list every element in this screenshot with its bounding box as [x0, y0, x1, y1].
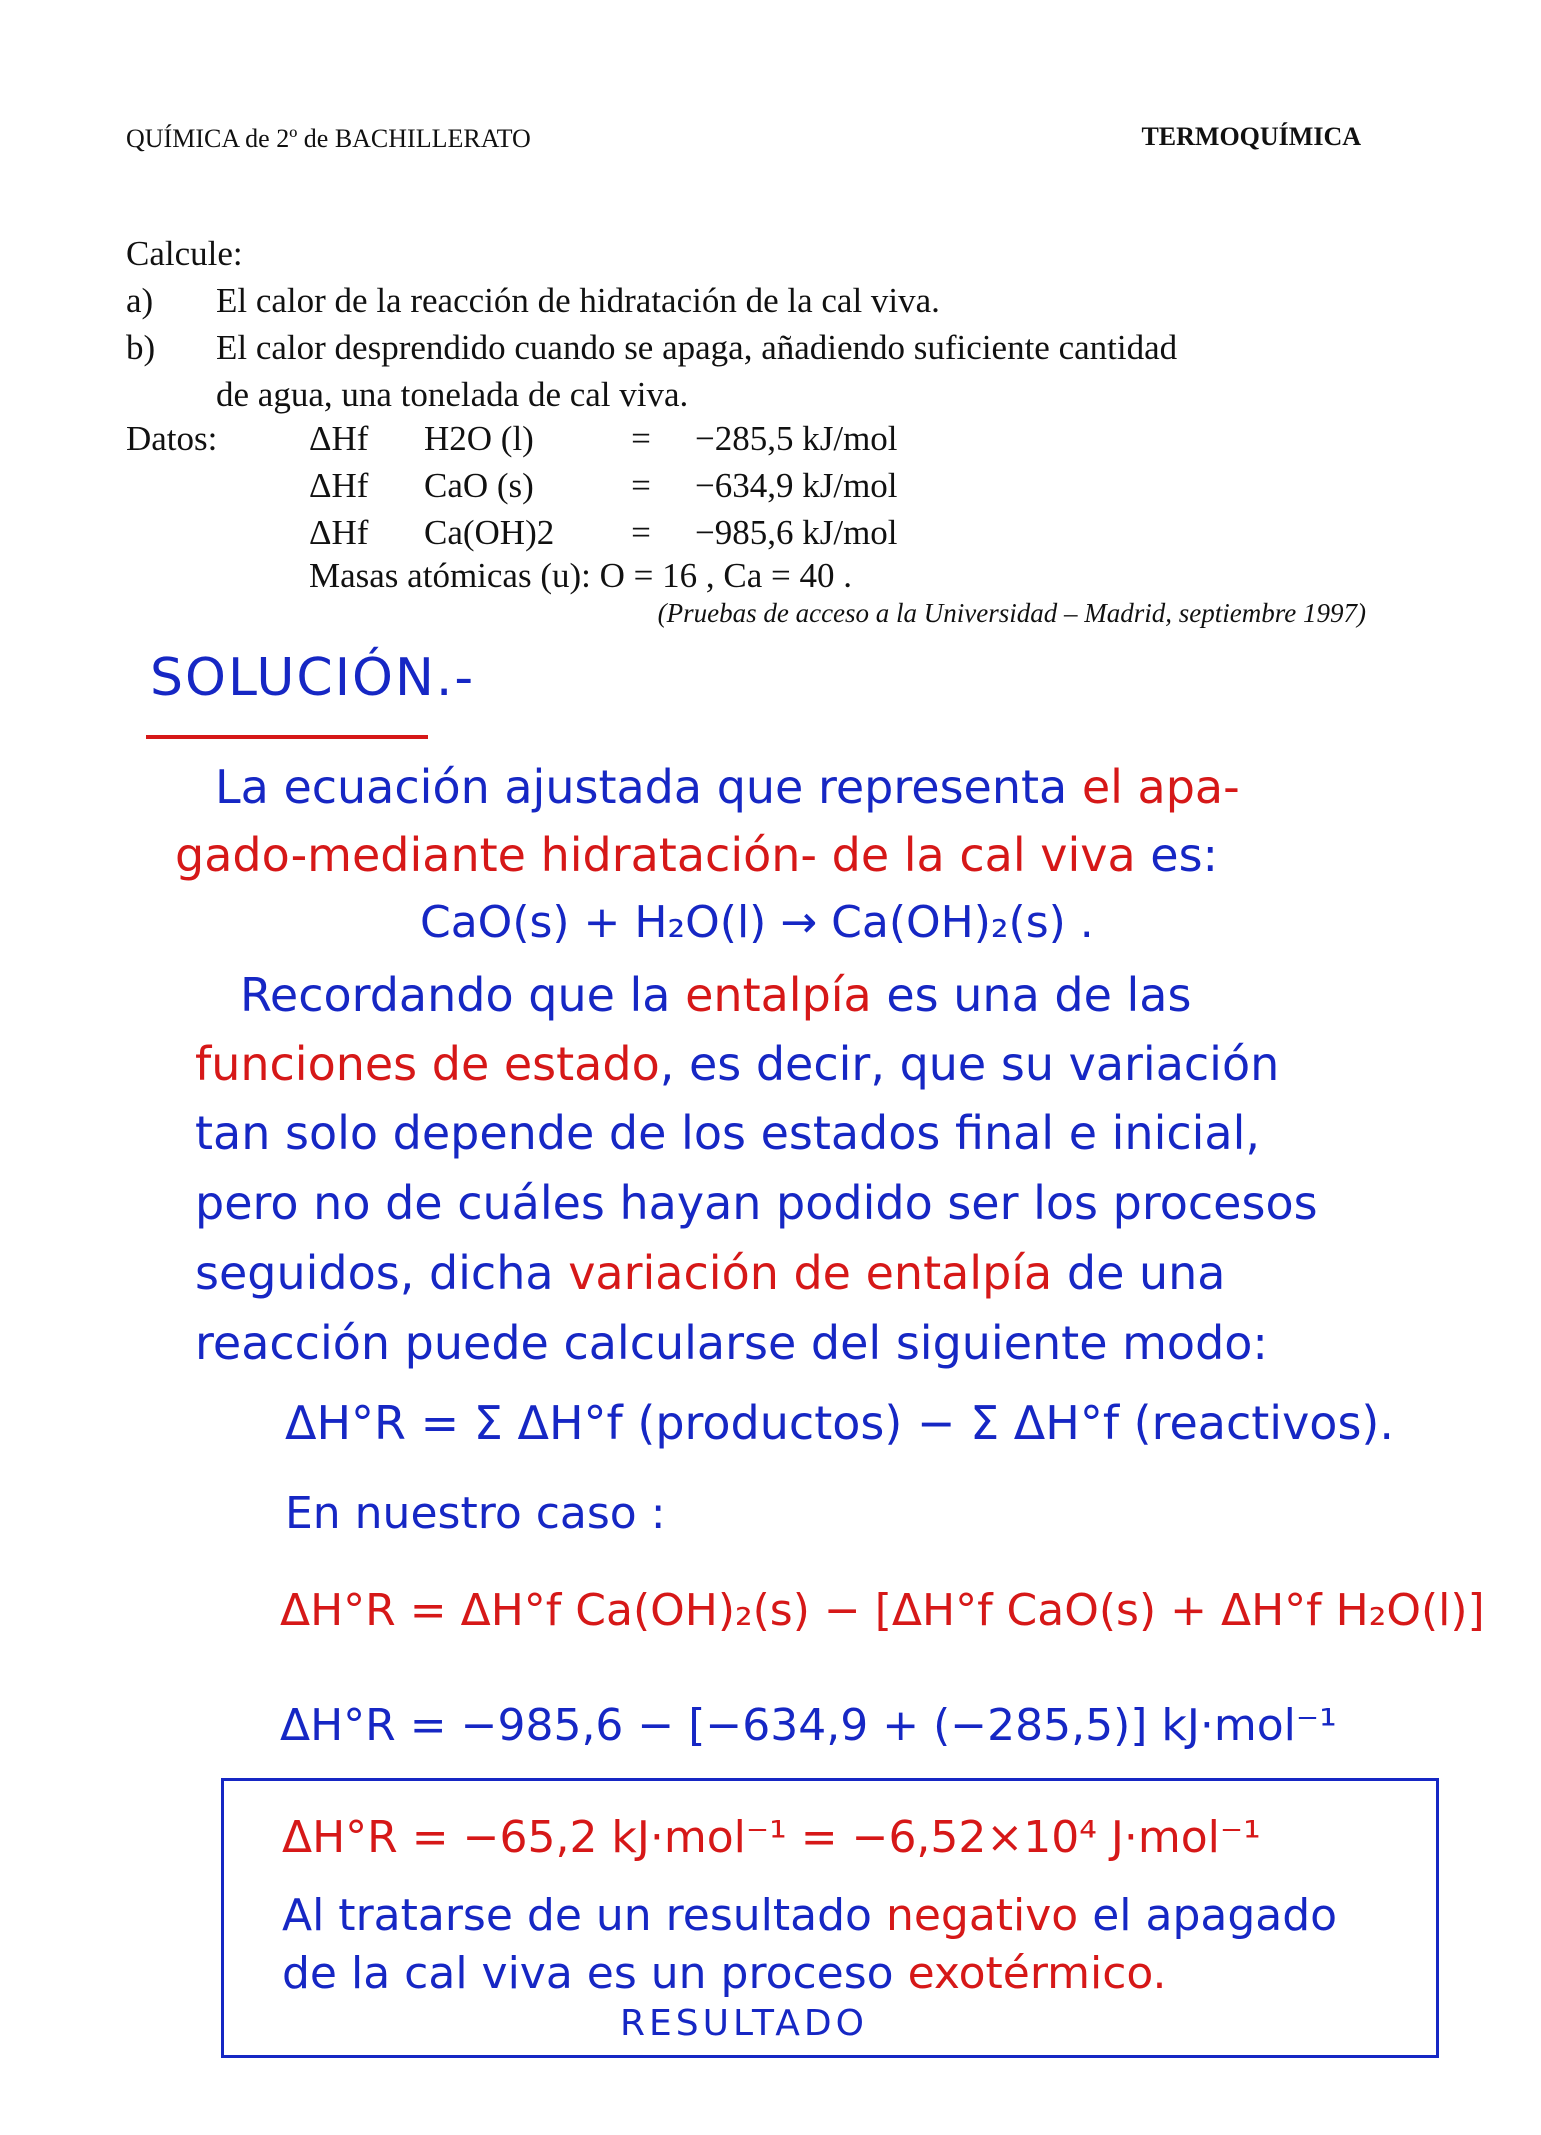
data-value: −634,9 kJ/mol [695, 466, 898, 505]
item-marker: b) [126, 328, 156, 367]
conclusion-line: Al tratarse de un resultado negativo el apagado [282, 1890, 1338, 1941]
handwritten-line: pero no de cuáles hayan podido ser los procesos [195, 1176, 1318, 1230]
data-value: −285,5 kJ/mol [695, 419, 898, 458]
solution-title: SOLUCIÓN.- [150, 648, 476, 708]
data-table [126, 415, 975, 556]
data-species: H2O (l) [424, 419, 534, 458]
data-symbol: ΔHf [309, 419, 369, 458]
case-heading: En nuestro caso : [285, 1488, 666, 1539]
problem-statement [126, 230, 1396, 418]
problem-intro: Calcule: [126, 234, 243, 273]
handwritten-line: funciones de estado, es decir, que su variación [195, 1037, 1280, 1091]
data-symbol: ΔHf [309, 513, 369, 552]
data-equals: = [631, 466, 651, 505]
data-row [126, 462, 975, 509]
header-topic: TERMOQUÍMICA [1141, 122, 1361, 151]
source-citation: (Pruebas de acceso a la Universidad – Madrid, septiembre 1997) [657, 598, 1366, 628]
handwritten-line: tan solo depende de los estados final e inicial, [195, 1106, 1261, 1160]
handwritten-line: reacción puede calcularse del siguiente modo: [195, 1316, 1268, 1370]
item-text: El calor desprendido cuando se apaga, añadiendo suficiente cantidad [216, 328, 1178, 367]
data-row [126, 415, 975, 462]
problem-item [126, 277, 1396, 324]
enthalpy-substitution: ΔH°R = −985,6 − [−634,9 + (−285,5)] kJ·mol⁻¹ [280, 1700, 1337, 1751]
reaction-equation: CaO(s) + H₂O(l) → Ca(OH)₂(s) . [420, 897, 1094, 948]
hess-formula: ΔH°R = Σ ΔH°f (productos) − Σ ΔH°f (reactivos). [285, 1396, 1394, 1450]
item-text: de agua, una tonelada de cal viva. [216, 375, 689, 414]
problem-item [126, 324, 1396, 371]
data-symbol: ΔHf [309, 466, 369, 505]
title-underline [146, 735, 428, 739]
enthalpy-equation: ΔH°R = ΔH°f Ca(OH)₂(s) − [ΔH°f CaO(s) + ΔH°f H₂O(l)] [280, 1585, 1485, 1636]
data-equals: = [631, 419, 651, 458]
conclusion-line: de la cal viva es un proceso exotérmico. [282, 1948, 1167, 1999]
data-value: −985,6 kJ/mol [695, 513, 898, 552]
result-label: RESULTADO [620, 2003, 868, 2044]
handwritten-line: seguidos, dicha variación de entalpía de una [195, 1246, 1226, 1300]
data-equals: = [631, 513, 651, 552]
data-row [126, 509, 975, 556]
data-species: CaO (s) [424, 466, 534, 505]
handwritten-line: gado-mediante hidratación- de la cal viva es: [175, 828, 1219, 882]
item-text: El calor de la reacción de hidratación de la cal viva. [216, 281, 940, 320]
result-value: ΔH°R = −65,2 kJ·mol⁻¹ = −6,52×10⁴ J·mol⁻¹ [282, 1812, 1261, 1863]
datos-label: Datos: [126, 419, 218, 458]
item-marker [126, 371, 216, 418]
item-marker: a) [126, 281, 154, 320]
atomic-masses: Masas atómicas (u): O = 16 , Ca = 40 . [309, 556, 852, 595]
handwritten-line: La ecuación ajustada que representa el apa- [215, 760, 1240, 814]
problem-item [126, 371, 1396, 418]
data-species: Ca(OH)2 [424, 513, 555, 552]
handwritten-line: Recordando que la entalpía es una de las [240, 968, 1192, 1022]
header-course: QUÍMICA de 2º de BACHILLERATO [126, 124, 531, 153]
